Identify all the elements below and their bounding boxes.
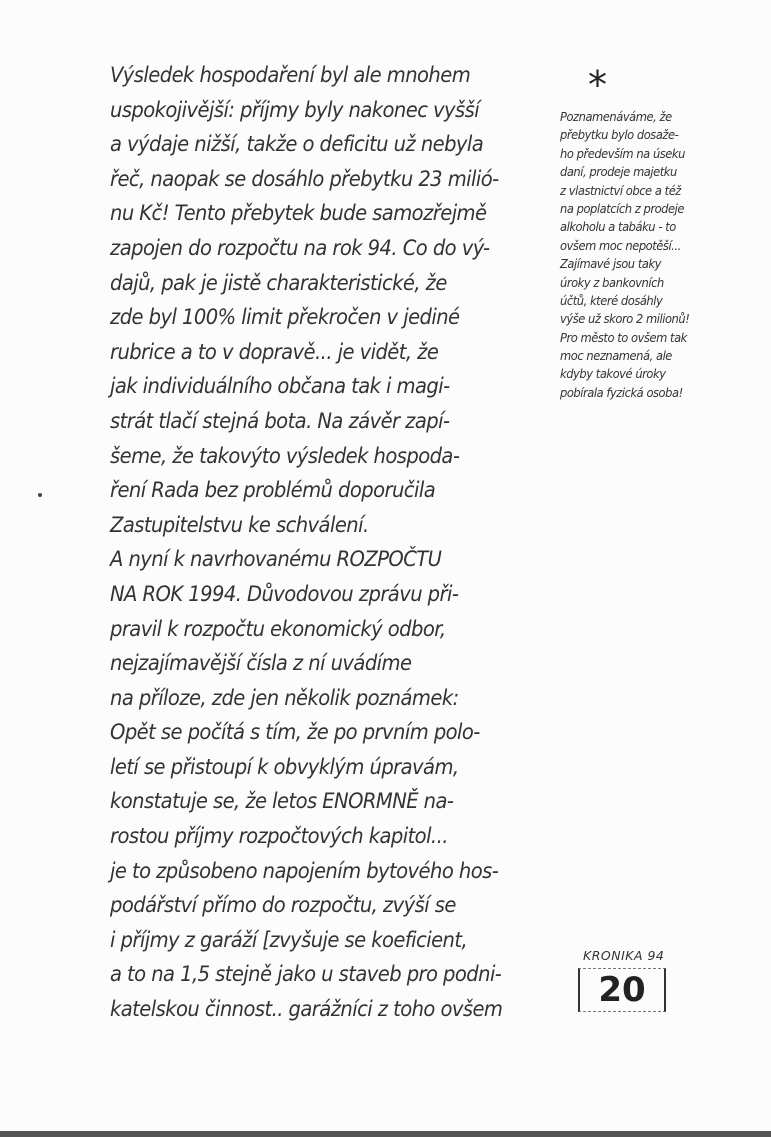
text-line: nu Kč! Tento přebytek bude samozřejmě <box>110 201 487 226</box>
side-note-line: Pro město to ovšem tak <box>560 329 687 345</box>
side-note-line: ovšem moc nepotěší... <box>560 237 681 253</box>
text-line: na příloze, zde jen několik poznámek: <box>110 685 459 710</box>
text-line: katelskou činnost.. garážníci z toho ovšem <box>110 997 503 1022</box>
side-note-line: účtů, které dosáhly <box>560 292 663 308</box>
side-note-line: úroky z bankovních <box>560 274 664 290</box>
text-line: strát tlačí stejná bota. Na závěr zapí- <box>110 408 450 433</box>
side-note-line: alkoholu a tabáku - to <box>560 219 676 235</box>
chronicle-label: KRONIKA 94 <box>583 948 665 963</box>
side-note-line: pobírala fyzická osoba! <box>560 384 683 400</box>
text-line: zde byl 100% limit překročen v jediné <box>110 305 460 330</box>
text-line: a to na 1,5 stejně jako u staveb pro podni- <box>110 962 502 987</box>
text-line: Výsledek hospodaření byl ale mnohem <box>110 63 471 87</box>
text-line: Opět se počítá s tím, že po prvním polo- <box>110 720 480 745</box>
side-note-line: Zajímavé jsou taky <box>560 256 662 272</box>
text-line: Zastupitelstvu ke schválení. <box>110 512 369 537</box>
text-line: konstatuje se, že letos ENORMNĚ na- <box>110 789 454 814</box>
text-line: je to způsobeno napojením bytového hos- <box>110 858 499 883</box>
text-line: podářství přímo do rozpočtu, zvýší se <box>110 893 456 918</box>
footnote-asterisk-icon: * <box>588 63 607 107</box>
text-line: zapojen do rozpočtu na rok 94. Co do vý- <box>110 235 490 260</box>
text-line: a výdaje nižší, takže o deficitu už nebyla <box>110 132 484 157</box>
main-text-block <box>110 58 560 1027</box>
side-note-line: na poplatcích z prodeje <box>560 200 684 216</box>
page-number: 20 <box>578 968 666 1012</box>
side-note-line: z vlastnictví obce a též <box>560 182 681 198</box>
text-line: nejzajímavější čísla z ní uvádíme <box>110 651 412 676</box>
text-line: NA ROK 1994. Důvodovou zprávu při- <box>110 581 459 606</box>
scan-edge <box>0 1131 771 1137</box>
text-line: jak individuálního občana tak i magi- <box>110 374 450 399</box>
text-line: rubrice a to v dopravě... je vidět, že <box>110 339 439 364</box>
margin-mark <box>38 493 42 497</box>
text-line: rostou příjmy rozpočtových kapitol... <box>110 824 448 849</box>
side-note-line: moc neznamená, ale <box>560 348 672 364</box>
text-line: pravil k rozpočtu ekonomický odbor, <box>110 616 446 641</box>
side-note-block <box>560 108 770 402</box>
side-note-line: Poznamenáváme, že <box>560 109 672 124</box>
text-line: letí se přistoupí k obvyklým úpravám, <box>110 754 459 779</box>
text-line: uspokojivější: příjmy byly nakonec vyšší <box>110 97 480 122</box>
text-line: šeme, že takovýto výsledek hospoda- <box>110 443 460 468</box>
side-note-line: kdyby takové úroky <box>560 366 666 382</box>
side-note-line: daní, prodeje majetku <box>560 164 677 180</box>
side-note-line: přebytku bylo dosaže- <box>560 127 679 143</box>
text-line: řeč, naopak se dosáhlo přebytku 23 milió- <box>110 166 499 191</box>
text-line: i příjmy z garáží [zvyšuje se koeficient, <box>110 927 468 952</box>
text-line: ření Rada bez problémů doporučila <box>110 478 436 503</box>
side-note-line: výše už skoro 2 milionů! <box>560 311 690 327</box>
side-note-line: ho především na úseku <box>560 145 685 161</box>
text-line: dajů, pak je jistě charakteristické, že <box>110 270 447 295</box>
text-line: A nyní k navrhovanému ROZPOČTU <box>110 547 442 572</box>
